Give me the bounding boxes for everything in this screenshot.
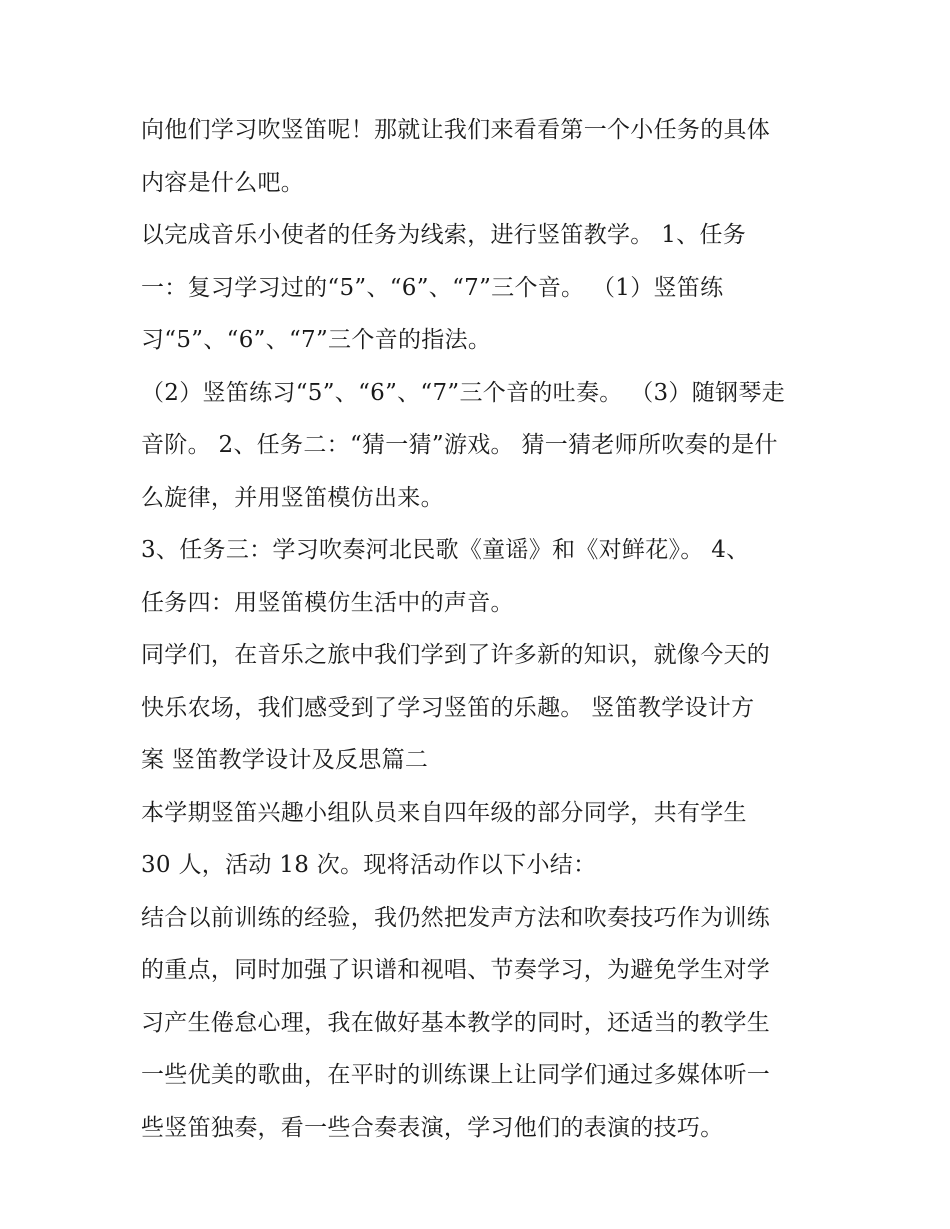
text-line: 3、任务三：学习吹奏河北民歌《童谣》和《对鲜花》。 4、 <box>141 537 750 563</box>
text-line: 快乐农场，我们感受到了学习竖笛的乐趣。 竖笛教学设计方 <box>141 694 755 721</box>
text-line: 的重点，同时加强了识谱和视唱、节奏学习，为避免学生对学 <box>141 957 771 983</box>
text-line: 同学们，在音乐之旅中我们学到了许多新的知识，就像今天的 <box>141 642 771 668</box>
text-line: 结合以前训练的经验，我仍然把发声方法和吹奏技巧作为训练 <box>141 904 771 931</box>
text-line: 本学期竖笛兴趣小组队员来自四年级的部分同学，共有学生 <box>141 799 747 826</box>
text-line: 一些优美的歌曲，在平时的训练课上让同学们通过多媒体听一 <box>141 1062 771 1088</box>
text-line: 习“5”、“6”、“7”三个音的指法。 <box>141 327 492 353</box>
text-line: 以完成音乐小使者的任务为线索，进行竖笛教学。 1、任务 <box>141 222 747 248</box>
text-line: 音阶。 2、任务二：“猜一猜”游戏。 猜一猜老师所吹奏的是什 <box>141 432 778 458</box>
text-line: 向他们学习吹竖笛呢！那就让我们来看看第一个小任务的具体 <box>141 117 771 143</box>
document-body <box>141 104 821 1154</box>
text-line: 么旋律，并用竖笛模仿出来。 <box>141 484 444 511</box>
text-line: 任务四：用竖笛模仿生活中的声音。 <box>141 589 514 616</box>
text-line: （2）竖笛练习“5”、“6”、“7”三个音的吐奏。 （3）随钢琴走 <box>141 379 785 406</box>
text-line: 习产生倦怠心理，我在做好基本教学的同时，还适当的教学生 <box>141 1009 771 1036</box>
text-line: 30 人，活动 18 次。现将活动作以下小结： <box>141 852 597 878</box>
text-line: 一：复习学习过的“5”、“6”、“7”三个音。 （1）竖笛练 <box>141 274 724 301</box>
text-line: 内容是什么吧。 <box>141 169 305 196</box>
text-line: 案 竖笛教学设计及反思篇二 <box>141 747 429 773</box>
text-line: 些竖笛独奏，看一些合奏表演，学习他们的表演的技巧。 <box>141 1114 724 1141</box>
